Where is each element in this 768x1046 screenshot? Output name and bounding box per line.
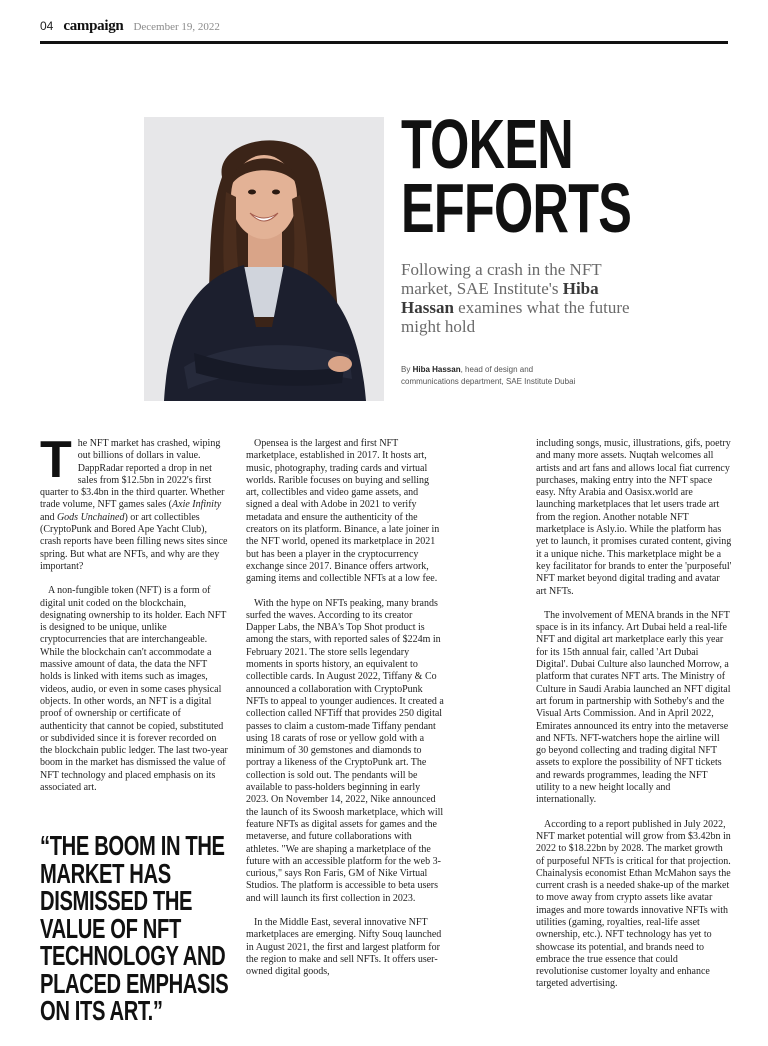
byline — [401, 364, 591, 388]
article-column-1 — [40, 431, 230, 806]
paragraph: With the hype on NFTs peaking, many brands surfed the waves. According to its creator Dapper Labs, the NBA's Top Shot product is among the stars, with reported sales of $224m in February 2021. The store sells legendary moments in sports history, an equivalent to collectible cards. In August 2022, Tiffany & Co announced a collaboration with CryptoPunk NFTs to appeal to younger audiences. It created a collection called NFTiff that provides 250 digital passes to claim a custom-made Tiffany pendant using 18 carats of rose or yellow gold with a minimum of 30 gemstones and diamonds to portray a likeness of the CryptoPunk art. The collection is sold out. The pendants will be available to pass-holders beginning in early 2023. On November 14, 2022, Nike announced the launch of its Swoosh marketplace, which will feature NFTs as digital assets for games and the metaverse, and future collaborations with athletes. "We are shaping a marketplace of the future with an accessible platform for the web 3-curious," says Ron Faris, GM of Nike Virtual Studios. The platform is accessible to beta users and will launch its first collection in 2023. — [246, 597, 444, 904]
pull-quote-text: “THE BOOM IN THE MARKET HAS DISMISSED THE VALUE OF NFT TECHNOLOGY AND PLACED EMPHASIS ON ITS ART.” — [40, 830, 229, 1026]
article-headline — [401, 105, 639, 247]
pull-quote — [40, 832, 240, 1025]
page-header — [40, 18, 728, 40]
page-number: 04 — [40, 19, 54, 33]
author-photo — [144, 117, 384, 401]
game-title: Gods Unchained — [56, 511, 125, 523]
paragraph-text: ) or art collectibles (CryptoPunk and Bored Ape Yacht Club), crash reports have been filling news sites since spring. But what are NFTs, and why are they important? — [40, 511, 228, 572]
paragraph: A non-fungible token (NFT) is a form of digital unit coded on the blockchain, designating ownership to its holder. Each NFT is designed to be unique, unlike cryptocurrencies that are interchangeable. While the blockchain can't accommodate a massive amount of data, the data the NFT holds is linked with items such as images, videos, audio, or even in some cases physical objects. In other words, an NFT is a digital proof of ownership or certificate of authenticity that cannot be copied, substituted or subdivided since it is forever recorded on the blockchain public ledger. The last two-year boom in the market has dismissed the value of NFT technology and placed emphasis on its associated art. — [40, 585, 228, 794]
paragraph: In the Middle East, several innovative NFT marketplaces are emerging. Nifty Souq launched in August 2021, the first and largest platform for the region to make and sell NFTs. It offers user-owned digital goods, — [246, 916, 442, 978]
paragraph: The involvement of MENA brands in the NFT space is in its infancy. Art Dubai held a real-life NFT and digital art marketplace early this year for its 15th annual fair, called 'Art Dubai Digital'. Dubai Culture also launched Morrow, a platform that curates NFT arts. The Ministry of Culture in Saudi Arabia launched an NFT digital art forum in partnership with Sotheby's and the Visual Arts Commission. And in April 2022, Emirates announced its entry into the metaverse and NFTs. NFT-watchers hope the airline will go beyond collecting and trading digital NFT assets to explore the possibility of NFT tickets and rewards programmes, leading the NFT utility to a new height locally and internationally. — [536, 609, 731, 806]
standfirst-author: Hiba Hassan — [401, 279, 599, 317]
headline-line-1: TOKEN — [401, 105, 573, 183]
paragraph: Opensea is the largest and first NFT marketplace, established in 2017. It hosts art, music, photography, trading cards and virtual worlds. Rarible focuses on buying and selling art, collectibles and video game assets, and signed a deal with Adobe in 2021 to verify metadata and ensure the authenticity of the creators on its platform. Binance, a late joiner in the NFT world, opened its marketplace in 2021 but has been a player in the cryptocurrency exchange since 2017. Binance offers artwork, gaming items and collectible NFTs at a low fee. — [246, 438, 440, 585]
drop-cap: T — [40, 431, 72, 489]
article-column-2 — [246, 438, 444, 990]
publication-logo: campaign — [63, 18, 124, 34]
paragraph — [40, 431, 230, 573]
issue-date: December 19, 2022 — [133, 21, 220, 33]
paragraph: According to a report published in July 2022, NFT market potential will grow from $3.42bn in 2022 to $18.22bn by 2028. The market growth of purposeful NFTs is critical for that projection. Chainalysis economist Ethan McMahon says the current crash is a needed shake-up of the market to move away from crypto assets like avatar images and more towards innovative NFTs with utilities (gaming, royalties, real-life asset ownership, etc.). NFT technology has yet to showcase its potential, and brands need to embrace the true essence that could revolutionise customer loyalty and enhance targeted advertising. — [536, 818, 731, 990]
game-title: Axie Infinity — [172, 499, 222, 511]
article-column-3 — [536, 438, 732, 1003]
paragraph: including songs, music, illustrations, gifs, poetry and many more assets. Nuqtah welcomes all artists and art fans and allows local fiat currency purchases, making entry into the NFT space easy. Nfty Arabia and Oasisx.world are launching marketplaces that let users trade art from the region. Another notable NFT marketplace is Asly.io. While the platform has yet to launch, it promises curated content, giving it a unique niche. This marketplace might be a key facilitator for brands to enter the 'purposeful' NFT market beyond digital trading and avatar art NFTs. — [536, 438, 732, 597]
byline-author: Hiba Hassan — [412, 365, 461, 374]
byline-role: , head of design and communications department, SAE Institute Dubai — [401, 365, 576, 386]
byline-prefix: By — [401, 365, 413, 374]
standfirst — [401, 260, 651, 336]
paragraph-text: he NFT market has crashed, wiping out billions of dollars in value. DappRadar reported a drop in net sales from $12.5bn in 2022's first quarter to $3.4bn in the third quarter. Whether trade volume, NFT games sales ( — [40, 438, 225, 511]
headline-line-2: EFFORTS — [401, 169, 632, 247]
paragraph-text: and — [40, 511, 57, 523]
standfirst-text-end: examines what the future might hold — [401, 298, 630, 336]
standfirst-text: Following a crash in the NFT market, SAE Institute's — [401, 260, 602, 298]
header-rule — [40, 41, 728, 44]
